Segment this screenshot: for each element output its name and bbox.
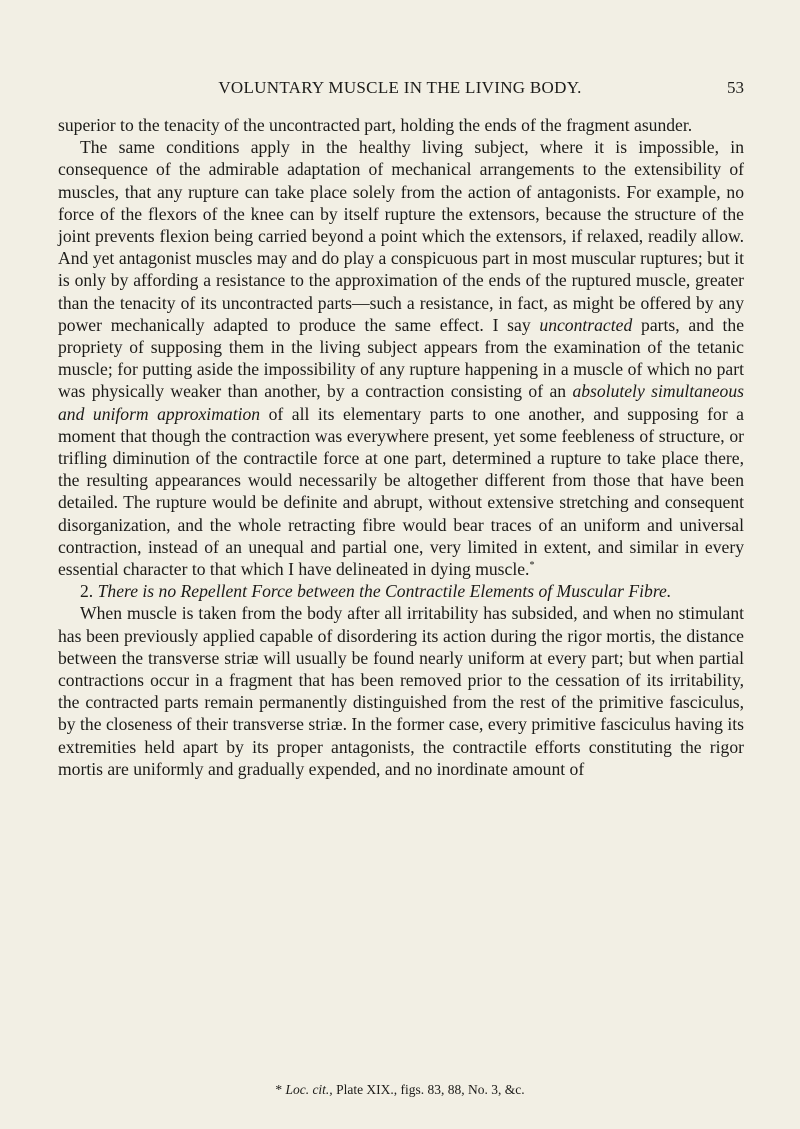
paragraph-antagonists	[58, 136, 744, 580]
body-text	[58, 114, 744, 780]
paragraph-text: The same conditions apply in the healthy living subject, where it is impossible, in consequence of the admirable adaptation of mechanical arrangements to the extensibility of muscles, that any rupture can take place solely from the action of antagonists. For example, no force of the flexors of the knee can by itself rupture the extensors, because the structure of the joint prevents flexion being carried beyond a point which the extensors, if relaxed, readily allow. And yet antagonist muscles may and do play a conspicuous part in most muscular ruptures; but it is only by affording a resistance to the approximation of the ends of the ruptured muscle, greater than the tenacity of its uncontracted parts—such a resistance, in fact, as might be offered by any power mechanically adapted to produce the same effect. I say	[58, 137, 744, 335]
footnote-mark: *	[275, 1082, 283, 1097]
emphasis-approximation: absolutely simultaneous and uniform approximation	[58, 381, 744, 424]
footnote-reference: *	[529, 560, 535, 572]
footnote-reference-text: Plate XIX., figs. 83, 88, No. 3, &c.	[336, 1082, 525, 1097]
emphasis-uncontracted: uncontracted	[539, 314, 633, 335]
section-title: There is no Repellent Force between the Contractile Elements of Muscular Fibre.	[97, 581, 672, 602]
paragraph-continuation: superior to the tenacity of the uncontracted part, holding the ends of the fragment asunder.	[58, 115, 693, 135]
paragraph-striae: When muscle is taken from the body after all irritability has subsided, and when no stimulant has been previously applied capable of disordering its action during the rigor mortis, the distance between the transverse striæ will usually be found nearly uniform at every part; but when partial contractions occur in a fragment that has been removed prior to the cessation of its irritability, the contracted parts remain permanently distinguished from the rest of the primitive fasciculus, by the closeness of their transverse striæ. In the former case, every primitive fasciculus having its extremities held apart by its proper antagonists, the contractile efforts constituting the rigor mortis are uniformly and gradually expended, and no inordinate amount of	[58, 603, 744, 779]
section-heading	[58, 580, 744, 602]
section-number: 2.	[80, 581, 94, 602]
page-number: 53	[727, 78, 744, 97]
paragraph-text: of all its elementary parts to one another, and supposing for a moment that though the contraction was everywhere present, yet some feebleness of structure, or trifling diminution of the contractile force at one part, determined a rupture to take place there, the resulting appearances would necessarily be altogether different from those that have been detailed. The rupture would be definite and abrupt, without extensive stretching and consequent disorganization, and the whole retracting fibre would bear traces of an uniform and universal contraction, instead of an unequal and partial one, very limited in extent, and similar in every essential character to that which I have delineated in dying muscle.	[58, 403, 744, 580]
paragraph-text: parts, and the propriety of supposing them in the living subject appears from the examination of the tetanic muscle; for putting aside the impossibility of any rupture happening in a muscle of which no part was physically weaker than another, by a contraction consisting of an	[58, 314, 745, 402]
running-title: VOLUNTARY MUSCLE IN THE LIVING BODY.	[218, 78, 582, 97]
footnote	[0, 1082, 800, 1098]
footnote-loc-cit: Loc. cit.,	[285, 1082, 333, 1097]
